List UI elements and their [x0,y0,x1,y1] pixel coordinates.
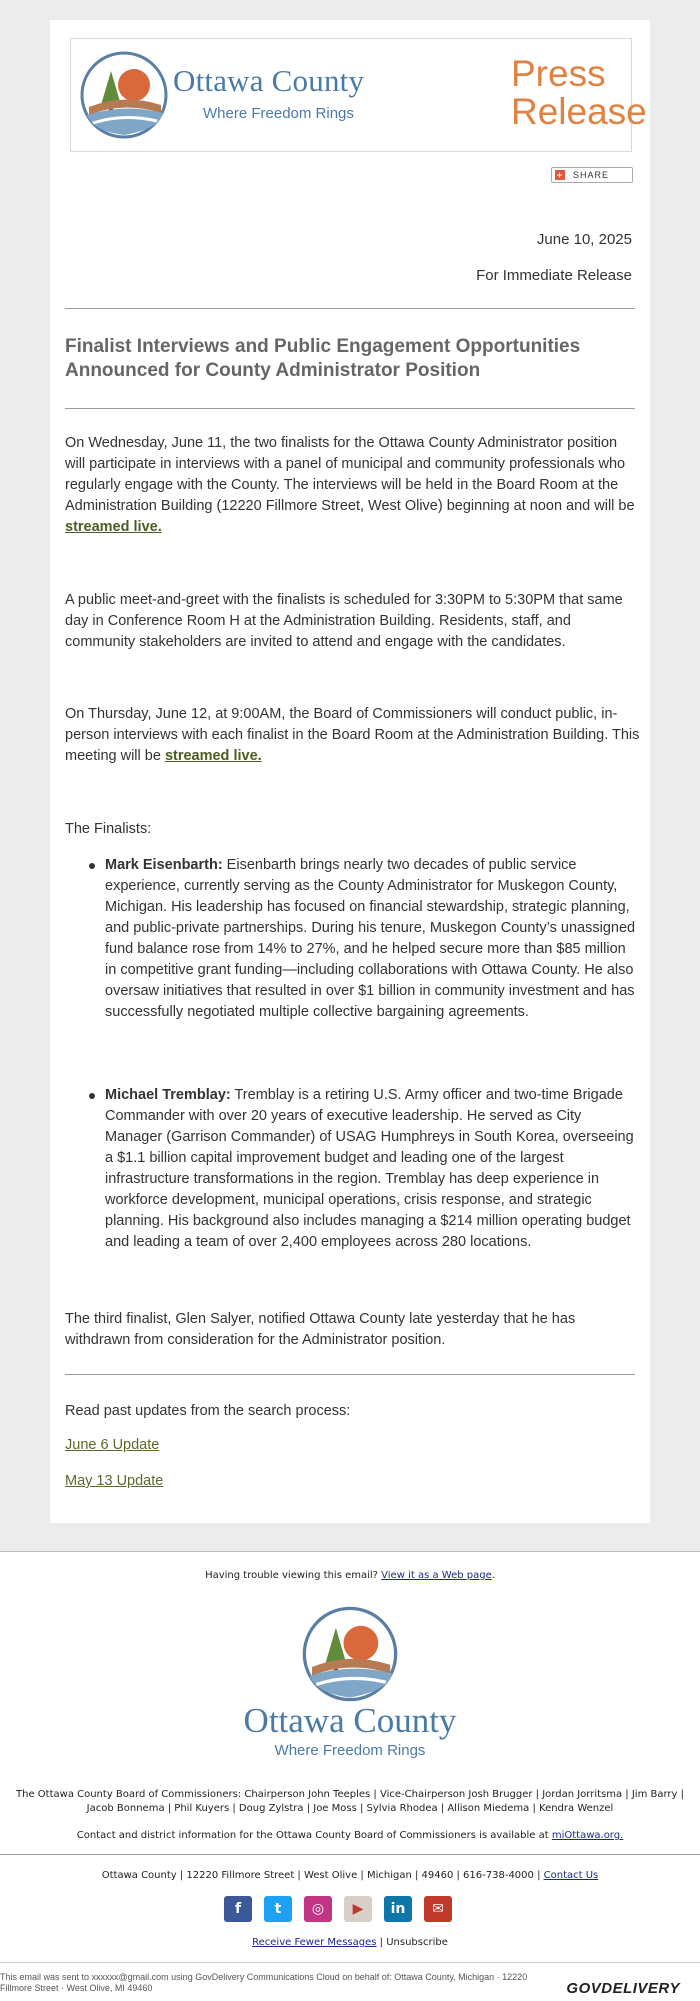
email-footer [0,1552,700,2001]
receive-fewer-messages-link[interactable]: Receive Fewer Messages [252,1937,377,1948]
release-date: June 10, 2025 [536,231,632,248]
plus-icon: + [556,170,564,180]
list-item [65,855,640,1023]
social-links [224,1896,452,1922]
address-text: Ottawa County | 12220 Fillmore Street | West Olive | Michigan | 49460 | 616-738-4000 | [101,1870,544,1881]
streamed-live-link[interactable]: streamed live. [65,519,162,535]
contact-us-link[interactable]: Contact Us [543,1870,599,1881]
paragraph-meet-and-greet: A public meet-and-greet with the finalists is scheduled for 3:30PM to 5:30PM that same day in Conference Room H at the Administration Building. Residents, staff, and community stakeholders are invited to attend and engage with the candidates. [65,592,623,650]
board-members-line: The Ottawa County Board of Commissioners: Chairperson John Teeples | Vice-Chairperson Josh Brugger | Jordan Jorritsma | Jim Barry | Jacob Bonnema | Phil Kuyers | Doug Zylstra | Joe Moss | Sylvia Rhodea | Allison Miedema | Kendra Wenzel [16,1789,684,1814]
ottawa-county-logo-icon [79,49,169,141]
brand-name: Ottawa County [173,63,365,98]
finalists-list [65,855,640,1023]
trouble-viewing-line [0,1570,700,1581]
paragraph-text: On Wednesday, June 11, the two finalists for the Ottawa County Administrator position will participate in interviews with a panel of municipal and community professionals who regularly engage with the County. The interviews will be held in the Board Room at the Administration Building (12220 Fillmore Street, West Olive) beginning at noon and will be [65,435,635,514]
streamed-live-link[interactable]: streamed live. [164,748,262,764]
brand-tagline: Where Freedom Rings [203,105,354,122]
ottawa-county-logo-icon [300,1604,400,1704]
view-web-page-link[interactable]: View it as a Web page [381,1570,492,1581]
share-button[interactable] [551,167,633,183]
paragraph-interviews [65,433,640,538]
address-line [0,1870,700,1881]
contact-text: Contact and district information for the Ottawa County Board of Commissioners is available at [76,1830,552,1841]
finalists-heading: The Finalists: [65,821,152,837]
update-link-may-13[interactable]: May 13 Update [65,1473,164,1489]
miottawa-link[interactable]: miOttawa.org. [551,1830,624,1841]
email-icon[interactable]: ✉ [424,1896,452,1922]
updates-heading: Read past updates from the search process: [65,1403,351,1419]
header-banner [70,38,647,152]
release-type: For Immediate Release [476,267,632,284]
divider [65,408,635,409]
email-card [50,20,650,1523]
unsubscribe-text[interactable]: | Unsubscribe [376,1937,448,1948]
footer-brand-name: Ottawa County [243,1701,457,1740]
footer-brand-tagline: Where Freedom Rings [274,1742,426,1759]
finalists-list [65,1085,640,1253]
paragraph-withdrawal: The third finalist, Glen Salyer, notified Ottawa County late yesterday that he has withdrawn from consideration for the Administrator position. [65,1311,576,1348]
divider [0,1962,700,1963]
divider [0,1854,700,1855]
update-link-june-6[interactable]: June 6 Update [65,1437,160,1453]
paragraph-board-interviews [65,704,640,767]
finalist-name: Mark Eisenbarth: [105,857,223,873]
subscription-line [0,1937,700,1948]
share-label: SHARE [573,170,610,180]
facebook-icon[interactable]: f [224,1896,252,1922]
finalist-bio: Tremblay is a retiring U.S. Army officer and two-time Brigade Commander with over 20 years of executive leadership. He served as City Manager (Garrison Commander) of USAG Humphreys in South Korea, overseeing a $1.1 billion capital improvement budget and leading one of the largest infrastructure transformations in the region. Tremblay has deep experience in workforce development, municipal operations, crisis response, and strategic planning. His background also includes managing a $214 million operating budget and leading a team of over 2,400 employees across 280 locations. [105,1087,634,1250]
paragraph-text: On Thursday, June 12, at 9:00AM, the Board of Commissioners will conduct public, in-person interviews with each finalist in the Board Room at the Administration Building. This meeting will be [65,706,640,764]
divider [65,1374,635,1375]
instagram-icon[interactable]: ◎ [304,1896,332,1922]
press-release-label: Press Release [511,53,647,132]
trouble-text: Having trouble viewing this email? [205,1570,382,1581]
twitter-icon[interactable]: t [264,1896,292,1922]
govdelivery-logo: GOVDELIVERY [566,1980,680,1997]
linkedin-icon[interactable]: in [384,1896,412,1922]
youtube-icon[interactable]: ▶ [344,1896,372,1922]
trouble-suffix: . [491,1570,495,1581]
list-item [65,1085,640,1253]
finalist-bio: Eisenbarth brings nearly two decades of public service experience, currently serving as the County Administrator for Muskegon County, Michigan. His leadership has focused on financial stewardship, strategic planning, and public-private partnerships. During his tenure, Muskegon County’s unassigned fund balance rose from 14% to 27%, and he helped secure more than $85 million in competitive grant funding—including collaborations with Ottawa County. He also oversaw initiatives that resulted in over $1 billion in community investment and has successfully negotiated multiple collective bargaining agreements. [105,857,636,1020]
sent-to-notice: This email was sent to xxxxxx@gmail.com using GovDelivery Communications Cloud on behalf of: Ottawa County, Michigan · 12220 Fillmore Street · West Olive, MI 49460 [0,1972,528,1993]
finalist-name: Michael Tremblay: [105,1087,231,1103]
divider [65,308,635,309]
contact-info-line [0,1830,700,1841]
headline: Finalist Interviews and Public Engagement Opportunities Announced for County Administrator Position [65,336,581,381]
